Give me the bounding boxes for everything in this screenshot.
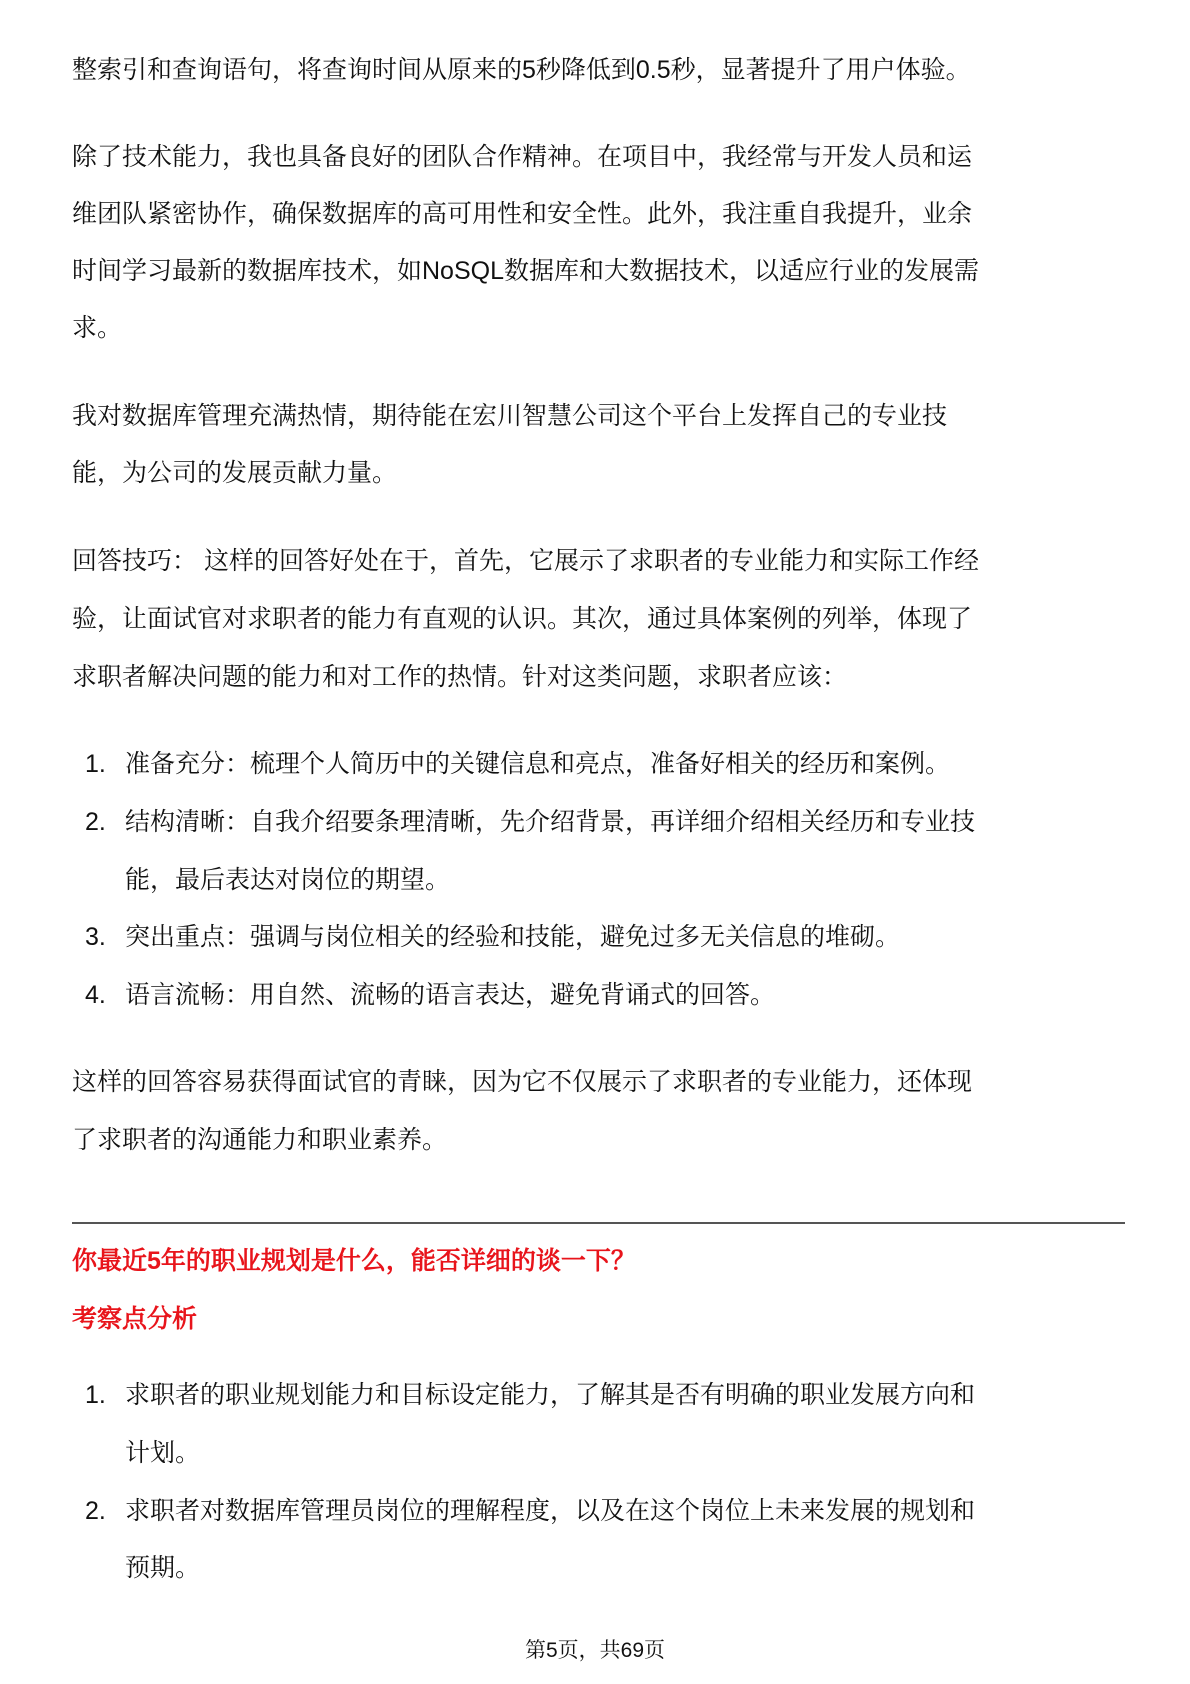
- list-item: 预期。: [125, 1554, 201, 1582]
- list-item: 语言流畅：用自然、流畅的语言表达，避免背诵式的回答。: [125, 981, 776, 1009]
- page-number: 第5页，共69页: [524, 1639, 666, 1662]
- list-item: 能，最后表达对岗位的期望。: [125, 866, 451, 894]
- paragraph-line: 除了技术能力，我也具备良好的团队合作精神。在项目中，我经常与开发人员和运: [72, 143, 973, 171]
- paragraph-line: 验，让面试官对求职者的能力有直观的认识。其次，通过具体案例的列举，体现了: [72, 605, 973, 633]
- paragraph-line: 时间学习最新的数据库技术，如NoSQL数据库和大数据技术，以适应行业的发展需: [72, 257, 979, 285]
- list-item: 求职者的职业规划能力和目标设定能力，了解其是否有明确的职业发展方向和: [125, 1381, 976, 1409]
- list-item: 求职者对数据库管理员岗位的理解程度，以及在这个岗位上未来发展的规划和: [125, 1497, 976, 1525]
- list-number: 1.: [85, 1381, 106, 1409]
- list-item: 计划。: [125, 1439, 201, 1467]
- analysis-heading: 考察点分析: [72, 1305, 198, 1333]
- question-heading: 你最近5年的职业规划是什么，能否详细的谈一下？: [72, 1247, 636, 1275]
- list-item: 突出重点：强调与岗位相关的经验和技能，避免过多无关信息的堆砌。: [125, 923, 901, 951]
- list-number: 2.: [85, 1497, 106, 1525]
- paragraph-line: 求。: [72, 314, 123, 342]
- list-number: 2.: [85, 808, 106, 836]
- paragraph-line: 求职者解决问题的能力和对工作的热情。针对这类问题，求职者应该：: [72, 663, 848, 691]
- list-number: 3.: [85, 923, 106, 951]
- paragraph-line: 我对数据库管理充满热情，期待能在宏川智慧公司这个平台上发挥自己的专业技: [72, 402, 948, 430]
- paragraph-line: 回答技巧： 这样的回答好处在于，首先，它展示了求职者的专业能力和实际工作经: [72, 547, 979, 575]
- paragraph-line: 整索引和查询语句，将查询时间从原来的5秒降低到0.5秒，显著提升了用户体验。: [72, 56, 971, 84]
- paragraph-line: 能，为公司的发展贡献力量。: [72, 459, 398, 487]
- list-number: 4.: [85, 981, 106, 1009]
- paragraph-line: 了求职者的沟通能力和职业素养。: [72, 1126, 448, 1154]
- paragraph-line: 维团队紧密协作，确保数据库的高可用性和安全性。此外，我注重自我提升，业余: [72, 200, 973, 228]
- list-item: 准备充分：梳理个人简历中的关键信息和亮点，准备好相关的经历和案例。: [125, 750, 951, 778]
- list-number: 1.: [85, 750, 106, 778]
- list-item: 结构清晰：自我介绍要条理清晰，先介绍背景，再详细介绍相关经历和专业技: [125, 808, 976, 836]
- paragraph-line: 这样的回答容易获得面试官的青睐，因为它不仅展示了求职者的专业能力，还体现: [72, 1068, 973, 1096]
- divider: [72, 1222, 1125, 1224]
